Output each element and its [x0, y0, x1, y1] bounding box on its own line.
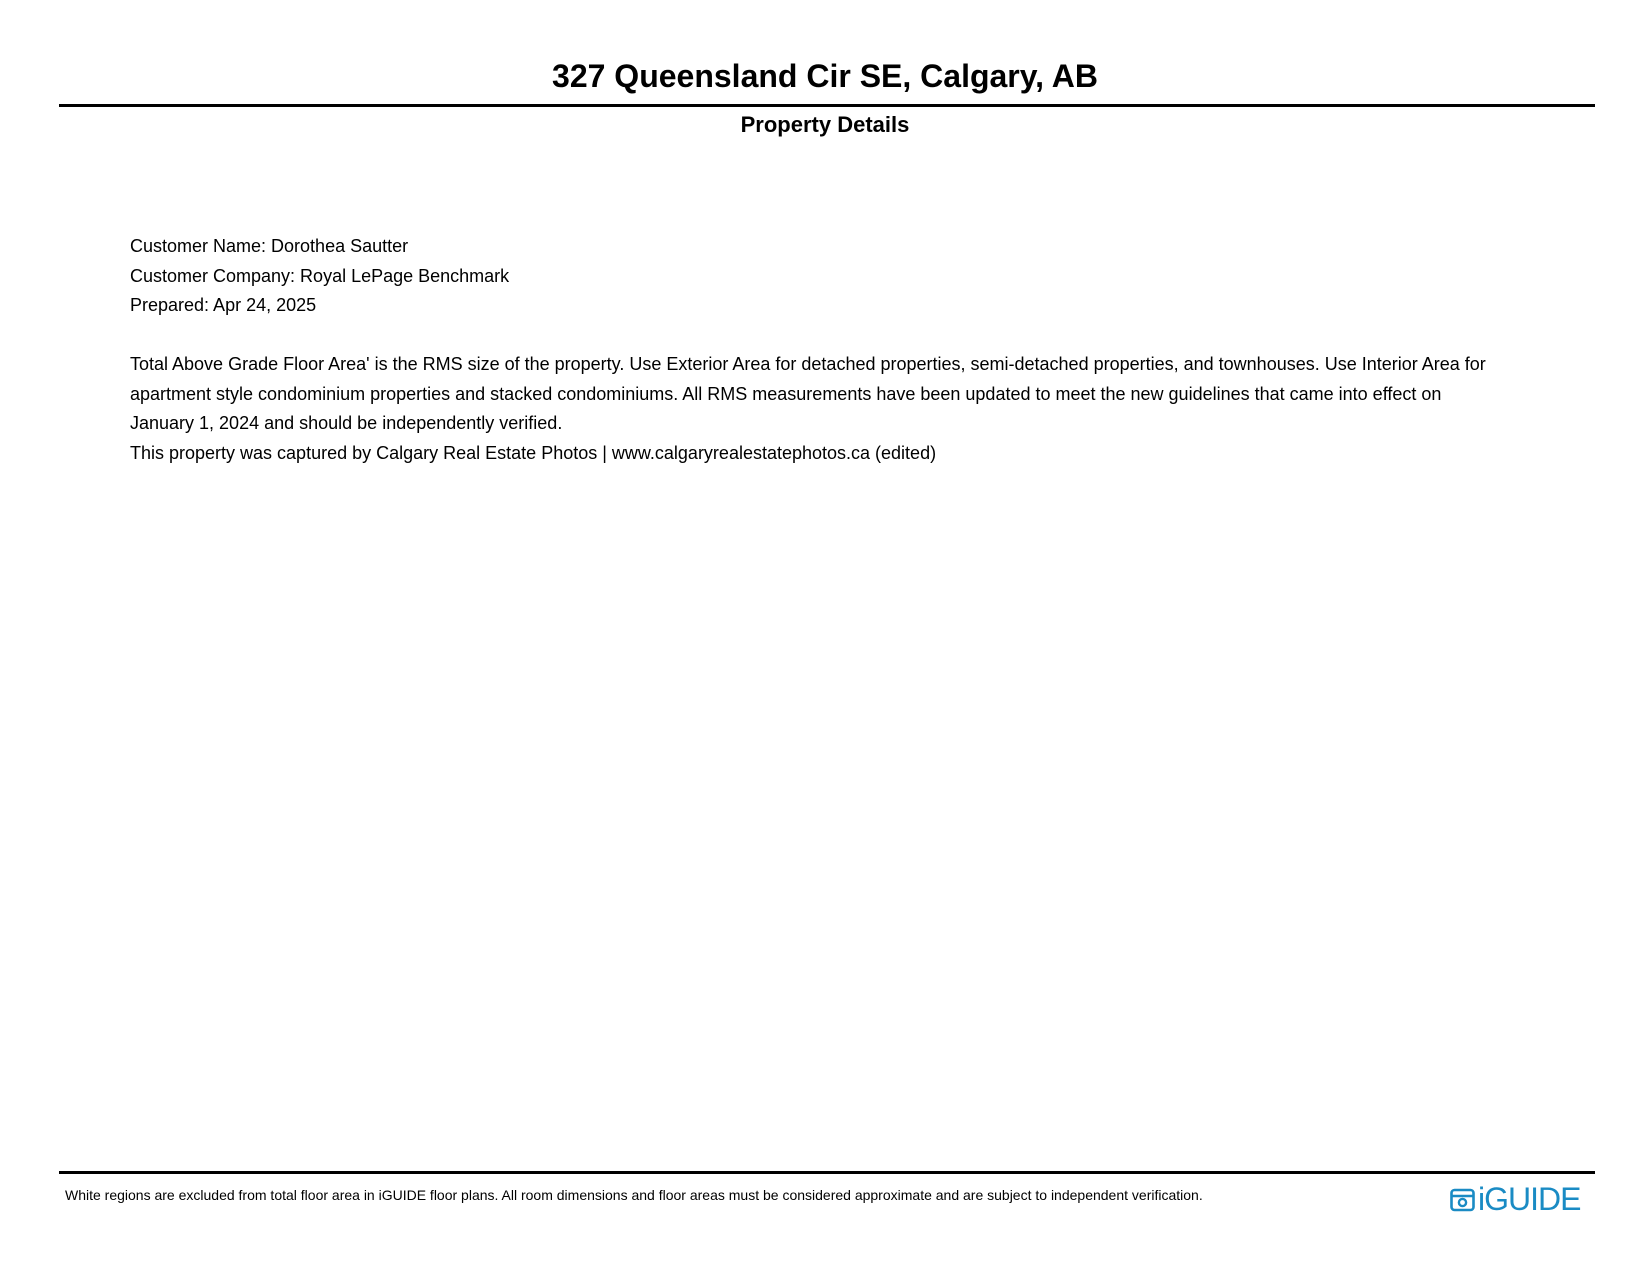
page-title: 327 Queensland Cir SE, Calgary, AB	[552, 58, 1098, 94]
prepared-date: Prepared: Apr 24, 2025	[130, 295, 317, 315]
customer-name: Customer Name: Dorothea Sautter	[130, 236, 409, 256]
customer-company: Customer Company: Royal LePage Benchmark	[130, 265, 510, 286]
paragraph-spacer	[130, 321, 1500, 351]
section-title: Property Details	[740, 112, 910, 137]
footer-disclaimer: White regions are excluded from total floor area in iGUIDE floor plans. All room dimensions and floor areas must be considered approximate and are subject to independent verification.	[65, 1187, 1203, 1203]
property-details	[130, 232, 1500, 468]
capture-note: This property was captured by Calgary Real Estate Photos | www.calgaryrealestatephotos.ca (edited)	[130, 442, 937, 463]
iguide-logo	[1450, 1182, 1580, 1216]
area-note: Total Above Grade Floor Area' is the RMS size of the property. Use Exterior Area for detached properties, semi-detached properties, and townhouses. Use Interior Area for apartment style condominium properties and stacked condominiums. All RMS measurements have been updated to meet the new guidelines that came into effect on January 1, 2024 and should be independently verified.	[130, 354, 1486, 433]
iguide-logo-text: iGUIDE	[1478, 1181, 1581, 1217]
footer-divider	[59, 1171, 1595, 1174]
iguide-camera-icon	[1450, 1187, 1475, 1212]
header-divider	[59, 104, 1595, 107]
